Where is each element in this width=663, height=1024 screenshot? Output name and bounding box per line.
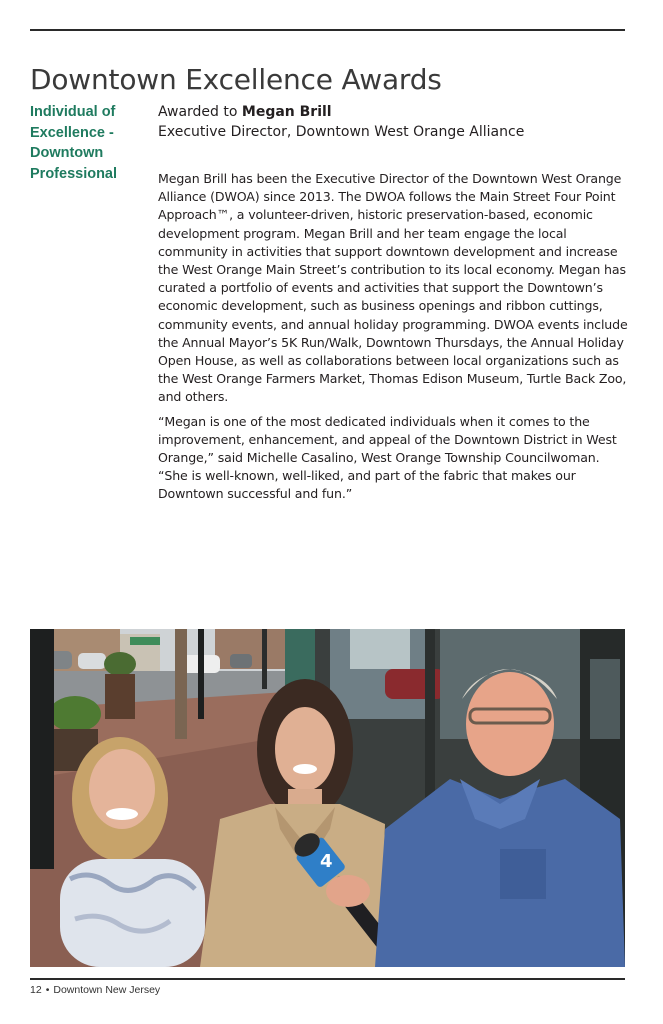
award-category: Individual of Excellence - Downtown Professional <box>30 104 118 182</box>
page-title: Downtown Excellence Awards <box>30 62 442 96</box>
publication-name: Downtown New Jersey <box>53 984 161 996</box>
recipient-role: Executive Director, Downtown West Orange Alliance <box>158 124 525 140</box>
top-rule <box>30 29 625 31</box>
body-paragraph-1: Megan Brill has been the Executive Director of the Downtown West Orange Alliance (DWOA) since 2013. The DWOA follows the Main Street Four Point Approach™, a volunteer-driven, historic preservation-based, economic development program. Megan Brill and her team engage the local community in activities that support downtown development and increase the West Orange Main Street’s contribution to its local economy. Megan has curated a portfolio of events and activities that support the Downtown’s economic development, such as business openings and ribbon cuttings, community events, and annual holiday programming. DWOA events include the Annual Mayor’s 5K Run/Walk, Downtown Thursdays, the Annual Holiday Open House, as well as collaborations between local organizations such as the West Orange Farmers Market, Thomas Edison Museum, Turtle Back Zoo, and others. <box>158 171 628 405</box>
recipient-name: Megan Brill <box>241 104 332 120</box>
body-paragraph-2: “Megan is one of the most dedicated individuals when it comes to the improvement, enhancement, and appeal of the Downtown District in West Orange,” said Michelle Casalino, West Orange Township Councilwoman. “She is well-known, well-liked, and part of the fabric that makes our Downtown successful and fun.” <box>158 413 617 502</box>
page-footer <box>30 984 160 996</box>
article-body <box>158 170 628 510</box>
page-number: 12 <box>30 984 42 996</box>
photo-illustration <box>30 629 625 967</box>
award-header <box>158 102 628 142</box>
awarded-to-line <box>158 102 628 122</box>
awarded-prefix: Awarded to <box>158 104 242 120</box>
award-photo <box>30 629 625 967</box>
footer-separator: • <box>45 984 50 996</box>
mic-flag-label: 4 <box>320 851 333 872</box>
bottom-rule <box>30 978 625 980</box>
